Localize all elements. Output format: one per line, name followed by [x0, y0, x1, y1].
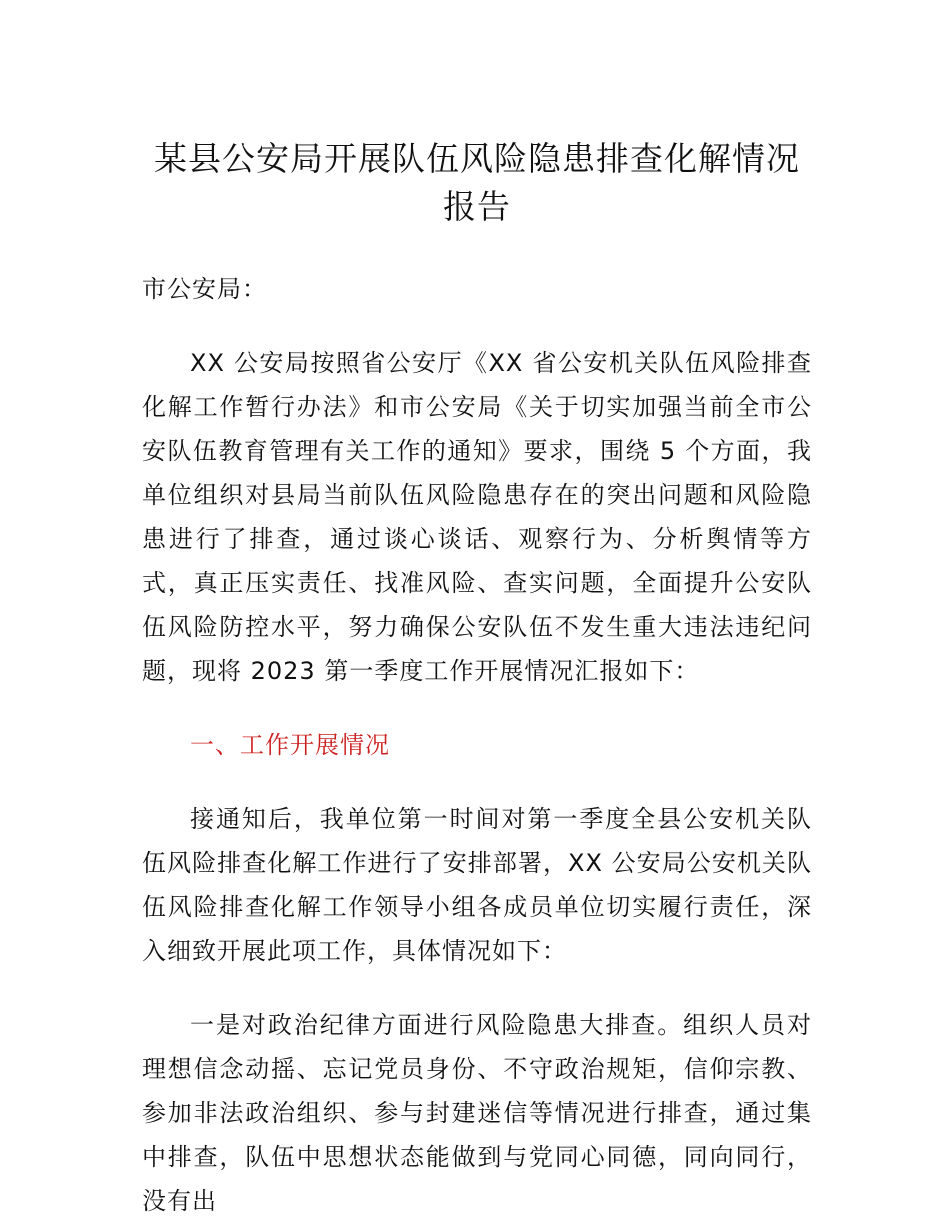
body-paragraph-political-discipline: 一是对政治纪律方面进行风险隐患大排查。组织人员对理想信念动摇、忘记党员身份、不守政治规矩，信仰宗教、参加非法政治组织、参与封建迷信等情况进行排查，通过集中排查，队伍中思想状态能做到与党同心同德，同向同行，没有出: [142, 1011, 812, 1215]
salutation: 市公安局：: [142, 275, 267, 303]
section-heading-work-status: 一、工作开展情况: [190, 731, 390, 759]
document-title: [142, 135, 812, 231]
intro-paragraph: XX 公安局按照省公安厅《XX 省公安机关队伍风险排查化解工作暂行办法》和市公安局《关于切实加强当前全市公安队伍教育管理有关工作的通知》要求，围绕 5 个方面，我单位组织对县局当前队伍风险隐患存在的突出问题和风险隐患进行了排查，通过谈心谈话、观察行为、分析舆情等方式，真正压实责任、找准风险、查实问题，全面提升公安队伍风险防控水平，努力确保公安队伍不发生重大违法违纪问题，现将 2023 第一季度工作开展情况汇报如下：: [142, 349, 812, 685]
document-title-line-1: 某县公安局开展队伍风险隐患排查化解情况: [154, 139, 800, 178]
document-title-line-2: 报告: [443, 187, 511, 226]
body-paragraph-arrangement: 接通知后，我单位第一时间对第一季度全县公安机关队伍风险排查化解工作进行了安排部署，XX 公安局公安机关队伍风险排查化解工作领导小组各成员单位切实履行责任，深入细致开展此项工作，具体情况如下：: [142, 805, 812, 965]
